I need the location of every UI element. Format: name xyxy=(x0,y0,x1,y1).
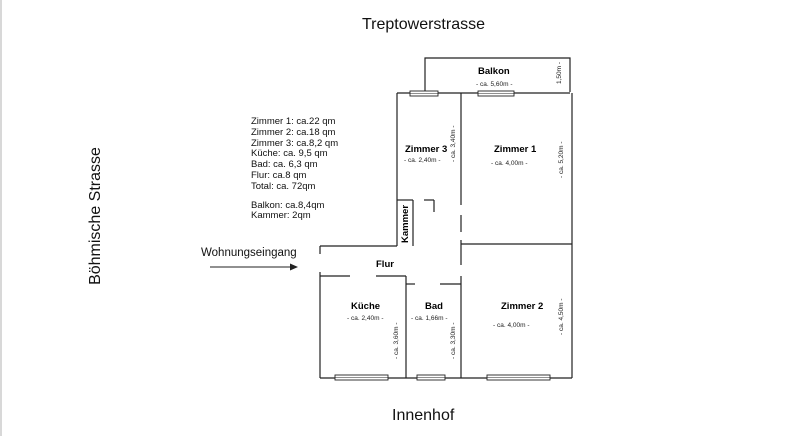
street-label-bottom: Innenhof xyxy=(392,407,455,424)
dim-kueche-height: - ca. 3,60m - xyxy=(393,322,400,359)
window-zimmer3 xyxy=(410,91,438,96)
room-label-kammer: Kammer xyxy=(400,204,411,243)
interior-walls xyxy=(320,93,572,378)
room-label-bad: Bad xyxy=(425,301,443,312)
dim-zimmer1-width: - ca. 4,00m - xyxy=(491,160,528,167)
legend-line: Balkon: ca.8,4qm xyxy=(251,199,325,211)
window-zimmer2 xyxy=(487,375,550,380)
entrance-label: Wohnungseingang xyxy=(201,247,297,259)
dim-zimmer2-width: - ca. 4,00m - xyxy=(493,322,530,329)
dim-bad-width: - ca. 1,66m - xyxy=(411,315,448,322)
window-bad xyxy=(417,375,445,380)
dim-zimmer3-width: - ca. 2,40m - xyxy=(404,157,441,164)
room-label-flur: Flur xyxy=(376,259,394,270)
dim-zimmer1-height: - ca. 5,20m - xyxy=(558,141,565,178)
legend-line: Flur: ca.8 qm xyxy=(251,169,307,181)
legend-line: Zimmer 1: ca.22 qm xyxy=(251,116,336,127)
exterior-walls xyxy=(320,93,572,378)
legend-line: Zimmer 3: ca.8,2 qm xyxy=(251,137,339,149)
room-label-balkon: Balkon xyxy=(478,66,510,77)
dim-balkon-width: - ca. 5,60m - xyxy=(476,81,513,88)
dim-zimmer2-height: - ca. 4,50m - xyxy=(558,298,565,335)
dim-kueche-width: - ca. 2,40m - xyxy=(347,315,384,322)
legend-line: Total: ca. 72qm xyxy=(251,180,316,192)
legend-line: Zimmer 2: ca.18 qm xyxy=(251,126,336,138)
dim-bad-height: - ca. 3,30m - xyxy=(450,322,457,359)
window-zimmer1-balkon xyxy=(478,91,514,96)
entrance-arrow-icon xyxy=(210,264,298,271)
dim-balkon-height: 1,50m - xyxy=(556,61,563,84)
street-label-top: Treptowerstrasse xyxy=(362,16,485,33)
street-label-left: Böhmische Strasse xyxy=(87,147,104,285)
room-label-zimmer1: Zimmer 1 xyxy=(494,144,537,155)
legend-line: Bad: ca. 6,3 qm xyxy=(251,159,318,171)
legend-line: Kammer: 2qm xyxy=(251,210,311,222)
legend-line: Küche: ca. 9,5 qm xyxy=(251,148,328,160)
room-label-zimmer3: Zimmer 3 xyxy=(405,144,448,155)
room-label-kueche: Küche xyxy=(351,301,381,312)
window-kueche xyxy=(335,375,388,380)
room-label-zimmer2: Zimmer 2 xyxy=(501,301,544,312)
dim-zimmer3-height: - ca. 3,40m - xyxy=(450,125,457,162)
